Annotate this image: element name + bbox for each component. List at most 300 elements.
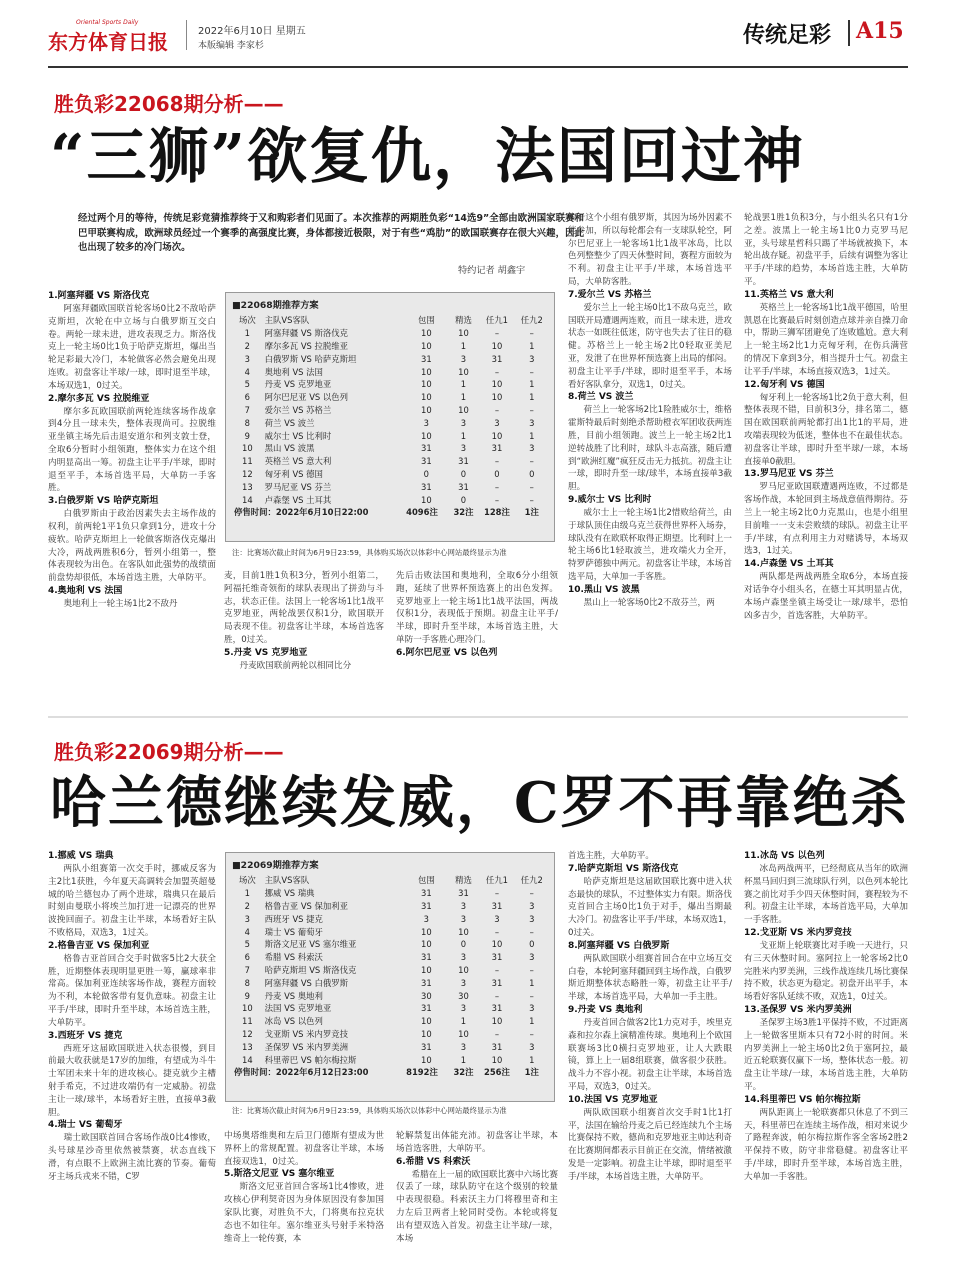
table-cell: 10	[458, 404, 469, 415]
table-cell: 哈萨克斯坦 VS 斯洛伐克	[264, 964, 357, 975]
editor: 本版编辑 李家杉	[198, 41, 264, 51]
table-cell: 3	[460, 952, 467, 963]
table-cell: 希腊 VS 科索沃	[264, 952, 323, 963]
table-cell: 12	[241, 468, 253, 479]
match-analysis: 白俄罗斯由于政治因素失去主场作战的权利，前两轮1平1负只拿到1分，进攻十分疲软。哈萨克斯坦上一轮做客斯洛伐克爆出大冷，两战两胜积6分，暂列小组第一，整体表现较为出色。在客队如此强势的战绩面前盘势却很低，本场首选主胜，大单防平。	[48, 509, 216, 584]
table-cell: 1	[460, 1054, 467, 1065]
article-column-3	[396, 570, 558, 710]
table-cell: 罗马尼亚 VS 芬兰	[264, 481, 332, 492]
table-row	[232, 493, 548, 506]
table-cell: 1	[529, 392, 535, 403]
table-cell: 爱尔兰 VS 苏格兰	[264, 404, 332, 415]
table-cell: –	[494, 404, 500, 415]
table-cell: 10	[421, 1054, 432, 1065]
table-cell: –	[529, 494, 534, 505]
table-cell: 3	[460, 913, 467, 924]
table-cell: 11	[241, 1016, 253, 1027]
table-cell: 阿尔巴尼亚 VS 以色列	[264, 392, 349, 403]
table-cell: 3	[423, 417, 430, 428]
article-column-2	[224, 1130, 384, 1276]
match-analysis: 戈亚斯上轮联赛比对手晚一天进行，只有三天休整时间。塞阿拉上一轮客场2比0完胜米内罗美洲，三线作战连续几场比赛保持不败，状态更为稳定。初盘开出平手，本场看好客队延续不败，双选1，0过关。	[744, 940, 908, 1003]
match-analysis: 格鲁吉亚首回合交手时做客5比2大获全胜，近期整体表现明显更胜一筹，赢球率非常高。保加利亚连续客场作战，赛程方面较为不利，本轮做客带有复仇意味。初盘主让平手/半球，即时升至半球，本场首选主胜，大单防平。	[48, 953, 216, 1028]
table-cell: 3	[460, 1003, 467, 1014]
table-cell: 3	[529, 900, 535, 911]
table-cell: 1	[460, 430, 467, 441]
table-cell: 10	[421, 379, 432, 390]
table-row	[232, 1040, 548, 1053]
match-heading: 10.法国 VS 克罗地亚	[568, 1094, 658, 1105]
table-cell: 10	[421, 404, 432, 415]
table-cell: 科里蒂巴 VS 帕尔梅拉斯	[264, 1054, 357, 1065]
match-heading: 3.西班牙 VS 捷克	[48, 1030, 123, 1041]
match-analysis: 阿塞拜疆欧国联首轮客场0比2不敌哈萨克斯坦，次轮在中立场与白俄罗斯互交白卷。两轮一球未进，进攻表现乏力。斯洛伐克上一轮主场0比1负于哈萨克斯坦，爆出当轮足彩最大冷门，本轮做客必然会避免出现连败。初盘客让半球/一球，即时退至半球，本场双选1，0过关。	[48, 304, 216, 391]
table-cell: 场次	[238, 315, 256, 326]
table-cell: 10	[421, 926, 432, 937]
table-cell: 31	[421, 456, 432, 467]
table-cell: 1	[460, 379, 467, 390]
table-cell: 0	[423, 468, 430, 479]
table-cell: 阿塞拜疆 VS 白俄罗斯	[264, 977, 349, 988]
table-cell: 主队VS客队	[264, 875, 310, 886]
table-cell: 10	[491, 1054, 503, 1065]
table-cell: 1	[460, 1016, 467, 1027]
header-rule	[48, 66, 908, 68]
table-cell: 31	[421, 977, 432, 988]
table-cell: 11	[241, 456, 253, 467]
table-cell: 3	[529, 417, 535, 428]
table-cell: 31	[421, 353, 432, 364]
section-divider	[848, 20, 850, 46]
table-cell: 10	[458, 926, 469, 937]
table-cell: 场次	[238, 875, 256, 886]
match-analysis: 摩尔多瓦欧国联前两轮连续客场作战拿到4分且一球未失，整体表现尚可。拉脱维亚坐镇主场先后击退安道尔和列支敦士登，全取6分暂时小组领跑，整体实力在这个组内明显高出一筹。初盘主让平手/半球，即时退至平手，本场首选平局，大单防一手客胜。	[48, 406, 216, 494]
match-analysis: 两队距离上一轮联赛都只休息了不到三天，科里蒂巴在连续主场作战，相对来说少了路程奔波，帕尔梅拉斯作客全客场2胜2平保持不败，防守非常稳健。初盘客让平手/半球，即时升至半球，本场首选主胜，大单加一手客胜。	[744, 1107, 908, 1182]
section-2-title: 哈兰德继续发威，C罗不再靠绝杀	[50, 770, 909, 836]
table-cell: 10	[421, 366, 432, 377]
scheme-table-grid	[232, 874, 548, 1079]
table-row	[232, 404, 548, 417]
match-analysis: 荷兰上一轮客场2比1险胜威尔士，维格霍斯特最后时刻绝杀帮助橙衣军团收获两连胜，目前小组领跑。波兰上一轮主场2比1逆转战胜了比利时，球队斗志高涨，随后遭到“欧洲红魔”疯狂反击无力抵抗。初盘主让一球，即时升至一球/球半，本场直接单3截胆。	[568, 405, 732, 493]
table-cell: 1	[244, 888, 250, 899]
table-cell: 卢森堡 VS 土耳其	[264, 494, 332, 505]
article-column-5	[744, 850, 908, 1276]
table-cell: 法国 VS 克罗地亚	[264, 1003, 332, 1014]
match-heading: 9.威尔士 VS 比利时	[568, 494, 652, 505]
table-cell: 31	[421, 1003, 432, 1014]
table-cell: 任九2	[520, 875, 543, 886]
section-divider-rule	[48, 716, 908, 718]
table-cell: 斯洛文尼亚 VS 塞尔维亚	[264, 939, 357, 950]
table-cell: 1	[244, 328, 250, 339]
table-cell: –	[494, 888, 500, 899]
table-cell: 10	[421, 494, 432, 505]
table-cell: 31	[458, 456, 469, 467]
table-cell: 10	[421, 939, 432, 950]
match-analysis: 冰岛两战两平，已经彻底从当年的欧洲杯黑马回归到三流球队行列，以色列本轮比赛之前比对手少四天休整时间，赛程较为不利。初盘主让半球，本场首选平局，大单加一手客胜。	[744, 864, 908, 926]
table-cell: 3	[460, 1041, 467, 1052]
scheme-table-22068	[225, 292, 555, 542]
match-heading: 12.戈亚斯 VS 米内罗竞技	[744, 927, 852, 938]
match-heading: 5.丹麦 VS 克罗地亚	[224, 647, 308, 658]
match-analysis: 斯洛文尼亚首回合客场1比4惨败，进攻核心伊利契奇因为身体原因没有参加国家队比赛，对胜负不大，门将奥布拉克状态也不如往年。塞尔维亚头号射手米特洛维奇上一轮传赛，本	[224, 1182, 384, 1244]
table-cell: 任九2	[520, 315, 543, 326]
table-cell: –	[529, 481, 534, 492]
match-analysis: 先后击败法国和奥地利，全取6分小组领跑，延续了世界杯预选赛上的出色发挥。克罗地亚上一轮主场1比1战平法国，两战仅积1分，表现低于预期。初盘主让平手/半球，即时升至半球，本场首选主胜，大单防一手客胜心理冷门。	[396, 571, 558, 645]
table-cell: 10	[421, 1028, 432, 1039]
table-cell: 1	[460, 340, 467, 351]
match-analysis: 由于这个小组有俄罗斯，其因为场外因素不能参加，所以每轮都会有一支球队轮空，阿尔巴尼亚上一轮客场1比1战平冰岛，比以色列整整少了四天休整时间，赛程方面较为不利。初盘主让平手/半球，本场首选平局，大单防客胜。	[568, 213, 732, 287]
table-cell: 3	[529, 353, 535, 364]
match-heading: 2.格鲁吉亚 VS 保加利亚	[48, 940, 150, 951]
issue-date: 2022年6月10日 星期五	[198, 26, 306, 37]
table-cell: 0	[460, 494, 467, 505]
table-cell: 31	[491, 443, 503, 454]
article-column-4	[568, 212, 732, 712]
table-row	[232, 925, 548, 938]
table-cell: 3	[494, 913, 500, 924]
table-cell: 威尔士 VS 比利时	[264, 430, 332, 441]
masthead	[48, 10, 908, 66]
table-cell: 5	[244, 939, 250, 950]
match-heading: 14.科里蒂巴 VS 帕尔梅拉斯	[744, 1094, 861, 1105]
table-cell: 3	[460, 900, 467, 911]
table-cell: 13	[241, 481, 253, 492]
logo-text: 东方体育日报	[48, 30, 168, 54]
match-heading: 6.阿尔巴尼亚 VS 以色列	[396, 647, 498, 658]
match-heading: 7.爱尔兰 VS 苏格兰	[568, 289, 652, 300]
table-cell: 黑山 VS 波黑	[264, 443, 315, 454]
table-cell: 0	[529, 468, 535, 479]
table-cell: 31	[458, 481, 469, 492]
table-cell: 31	[421, 1041, 432, 1052]
table-row	[232, 429, 548, 442]
match-analysis: 麦，目前1胜1负积3分，暂列小组第二，阿福托维奇领衔的球队表现出了拼劲与斗志，状态正佳。法国上一轮客场1比1战平克罗地亚，两轮战罢仅积1分，欧国联开局表现不佳。初盘客让半球，本场首选客胜，0过关。	[224, 571, 384, 645]
match-analysis: 轮解禁复出体能充沛。初盘客让半球，本场首选客胜，大单防平。	[396, 1131, 558, 1154]
table-footer-row	[232, 506, 548, 519]
match-analysis: 英格兰上一轮客场1比1战平德国，哈里凯恩在比赛最后时刻创造点球并亲自操刀命中，帮助三狮军团避免了连败尴尬。意大利上一轮主场2比1力克匈牙利，在伤兵满营的情况下拿到3分，相当提升士气。初盘主让平手/半球，本场直接双选3，1过关。	[744, 302, 908, 377]
table-row	[232, 391, 548, 404]
table-row	[232, 887, 548, 900]
table-cell: 摩尔多瓦 VS 拉脱维亚	[264, 340, 349, 351]
table-cell: –	[529, 888, 534, 899]
match-analysis: 两队欧国联小组赛首次交手时1比1打平，法国在输给丹麦之后已经连续九个主场比赛保持不败，德尚和克罗地亚主帅达利奇在比赛期间都表示目前正在交流，情绪被激发是一定影响。初盘主让半球，即时退至平手/半球，本场首选主胜，大单防平。	[568, 1107, 732, 1182]
match-heading: 2.摩尔多瓦 VS 拉脱维亚	[48, 393, 150, 404]
table-cell: 32注	[453, 1067, 474, 1078]
table-cell: 0	[460, 468, 467, 479]
table-cell: 31	[421, 900, 432, 911]
table-footer-row	[232, 1066, 548, 1079]
table-header-row	[232, 314, 548, 327]
table-row	[232, 327, 548, 340]
table-cell: 10	[458, 1028, 469, 1039]
table-cell: 4	[244, 366, 250, 377]
article-column-4	[568, 850, 732, 1276]
table-cell: 5	[244, 379, 250, 390]
match-analysis: 罗马尼亚欧国联遭遇两连败，不过都是客场作战，本轮回到主场战意值得期待。芬兰上一轮主场2比0力克黑山，也是小组里目前唯一一支未尝败绩的球队。初盘主让平手/半球，有点利用主力对赌诱导，本场双选3，1过关。	[744, 482, 908, 557]
table-cell: 9	[244, 990, 250, 1001]
table-cell: 阿塞拜疆 VS 斯洛伐克	[264, 328, 349, 339]
table-cell: 3	[460, 443, 467, 454]
table-cell: 1	[460, 392, 467, 403]
table-cell: 10	[491, 939, 503, 950]
table-cell: 31	[491, 900, 503, 911]
table-cell: –	[494, 990, 500, 1001]
match-heading: 1.挪威 VS 瑞典	[48, 851, 114, 861]
section-1-kicker: 胜负彩22068期分析——	[54, 92, 284, 116]
table-row	[232, 1028, 548, 1041]
table-cell: 10	[241, 1003, 253, 1014]
table-cell: –	[494, 964, 500, 975]
table-cell: 1注	[524, 1067, 539, 1078]
table-cell: 3	[460, 353, 467, 364]
table-cell: –	[529, 328, 534, 339]
table-cell: –	[529, 1028, 534, 1039]
table-cell: 10	[491, 340, 503, 351]
table-cell: 3	[529, 952, 535, 963]
match-analysis: 黑山上一轮客场0比2不敌芬兰，两	[583, 597, 715, 608]
table-note: 注：比赛场次截止时间为6月9日23:59，具体购买场次以体彩中心网站最终显示为准	[232, 1106, 507, 1115]
table-row	[232, 365, 548, 378]
table-cell: 8192注	[406, 1067, 438, 1078]
table-cell: 任九1	[485, 875, 509, 886]
match-analysis: 首选主胜，大单防平。	[568, 851, 654, 861]
table-cell: 丹麦 VS 克罗地亚	[264, 379, 332, 390]
match-analysis: 威尔士上一轮主场1比2惜败给荷兰，由于球队顶住由级乌克兰获得世界杯入场券，球队没有在欧联杯取得正期望。比利时上一轮主场6比1轻取波兰，进攻端火力全开，特罗萨德独中两元。初盘客让半球，本场首选平局，大单加一手客胜。	[568, 507, 732, 582]
table-cell: –	[494, 926, 500, 937]
match-analysis: 中场奥塔维奥和左后卫门德斯有望成为世界杯上的常规配置。初盘客让半球，本场直接双选1，0过关。	[224, 1131, 384, 1167]
table-cell: 10	[421, 430, 432, 441]
table-cell: 8	[244, 417, 250, 428]
match-analysis: 匈牙利上一轮客场1比2负于意大利，但整体表现不错，目前积3分，排名第二，德国在欧国联前两轮都打出1比1的平局，进攻端表现较为低迷，整体也不在最佳状态。初盘客让半球，即时升至半球/一球，本场直接单0截胆。	[744, 392, 908, 467]
table-cell: 1	[529, 430, 535, 441]
match-analysis: 西班牙这届欧国联进入状态很慢，到目前最大收获就是17岁的加维，有望成为斗牛士军团未来十年的进攻核心。捷克就少主槽射手希克，不过进攻端仍有一定威胁。初盘主让一球/球半，本场看好主胜，直接单3截胆。	[48, 1043, 216, 1118]
table-cell: 3	[244, 353, 250, 364]
table-row	[232, 1053, 548, 1066]
table-cell: 31	[421, 443, 432, 454]
match-heading: 13.罗马尼亚 VS 芬兰	[744, 469, 834, 480]
table-cell: 10	[421, 392, 432, 403]
table-cell: 10	[458, 366, 469, 377]
table-cell: 停售时间：2022年6月10日22:00	[234, 507, 369, 518]
table-cell: 14	[241, 1054, 253, 1065]
match-analysis: 两队都是两战两胜全取6分，本场直接对话争夺小组头名，在德士耳其明显占优，本场卢森堡坐镇主场受让一球/球半，恐怕凶多吉少，首选客胜，大单防平。	[744, 572, 908, 621]
table-cell: 256注	[484, 1067, 510, 1078]
table-cell: 31	[421, 481, 432, 492]
table-header-row	[232, 874, 548, 887]
match-analysis: 瑞士欧国联首回合客场作战0比4惨败，头号球星沙奇里依然被禁赛，状态直线下滑，有点眼不上欧洲主流比赛的节奏。葡萄牙主场兵戎来不错，C罗	[48, 1133, 216, 1182]
match-analysis: 轮战罢1胜1负积3分，与小组头名只有1分之差。波黑上一轮主场1比0力克罗马尼亚，头号球星哲科只踢了半场就被换下，本轮出战存疑。初盘平手，后续有调整为客让平手/半球的趋势，本场首选主胜，大单防平。	[744, 213, 908, 287]
table-cell: 3	[423, 913, 430, 924]
match-analysis: 奥地利上一轮主场1比2不敌丹	[63, 598, 178, 609]
table-cell: 14	[241, 494, 253, 505]
table-cell: 2	[244, 900, 250, 911]
match-heading: 10.黑山 VS 波黑	[568, 584, 640, 595]
table-cell: 丹麦 VS 奥地利	[264, 990, 323, 1001]
match-heading: 12.匈牙利 VS 德国	[744, 379, 825, 390]
table-cell: 1	[529, 340, 535, 351]
table-cell: 停售时间：2022年6月12日23:00	[234, 1067, 369, 1078]
scheme-table-22069	[225, 852, 555, 1102]
table-cell: 6	[244, 952, 250, 963]
table-cell: 10	[241, 443, 253, 454]
table-cell: 31	[421, 888, 432, 899]
table-cell: 任九1	[485, 315, 509, 326]
table-cell: 31	[491, 1041, 503, 1052]
page-number: A15	[856, 18, 904, 44]
table-cell: 0	[529, 939, 535, 950]
table-cell: 128注	[484, 507, 510, 518]
table-cell: –	[494, 456, 500, 467]
match-heading: 13.圣保罗 VS 米内罗美洲	[744, 1004, 852, 1015]
article-column-1	[48, 850, 216, 1276]
section-name: 传统足彩	[743, 22, 832, 48]
table-cell: –	[494, 328, 500, 339]
table-cell: –	[494, 1028, 500, 1039]
table-row	[232, 352, 548, 365]
table-cell: 7	[244, 964, 250, 975]
match-heading: 4.瑞士 VS 葡萄牙	[48, 1120, 123, 1131]
table-cell: 31	[491, 353, 503, 364]
table-cell: 0	[460, 939, 467, 950]
table-row	[232, 468, 548, 481]
table-cell: 主队VS客队	[264, 315, 310, 326]
table-row	[232, 976, 548, 989]
table-cell: 圣保罗 VS 米内罗美洲	[264, 1041, 349, 1052]
table-row	[232, 900, 548, 913]
table-cell: 包围	[417, 315, 435, 326]
table-cell: 0	[494, 468, 500, 479]
table-cell: 3	[244, 913, 250, 924]
match-analysis: 丹麦首回合做客2比1力克对手，埃里克森和拉尔森上演精准传球。奥地利上个欧国联赛场3比0横扫克罗地亚，让人大跌眼镜，算上上一届8组联赛，做客很少获胜。战斗力不容小视。初盘主让半球，本场首选平局，双选3，0过关。	[568, 1017, 732, 1092]
table-row	[232, 951, 548, 964]
match-analysis: 爱尔兰上一轮主场0比1不敌乌克兰，欧国联开局遭遇两连败，而且一球未进，进攻状态一如既往低迷，防守也失去了往日的稳健。苏格兰上一轮主场2比0轻取亚美尼亚，发泄了在世界杯预选赛上出局的郁闷。初盘主让平手/半球，即时退至平手，本场看好客队拿分，双选1，0过关。	[568, 302, 732, 390]
table-cell: –	[494, 366, 500, 377]
match-analysis: 圣保罗主场3胜1平保持不败，不过距离上一轮做客里斯本只有72小时的时间。米内罗美洲上一轮主场0比2负于塞阿拉，最近五轮联赛仅赢下一场，整体状态一般。初盘主让半球/一球，本场首选主胜，大单防平。	[744, 1017, 908, 1092]
match-heading: 7.哈萨克斯坦 VS 斯洛伐克	[568, 863, 679, 874]
table-cell: 10	[421, 340, 432, 351]
table-cell: 10	[421, 964, 432, 975]
table-cell: 10	[491, 379, 503, 390]
table-cell: 13	[241, 1041, 253, 1052]
match-heading: 8.阿塞拜疆 VS 白俄罗斯	[568, 940, 670, 951]
match-heading: 11.英格兰 VS 意大利	[744, 289, 834, 300]
logo-en: Oriental Sports Daily	[76, 19, 139, 26]
table-cell: 3	[460, 977, 467, 988]
table-cell: 3	[460, 417, 467, 428]
table-row	[232, 455, 548, 468]
section-1-title: “三狮”欲复仇，法国回过神	[50, 122, 806, 192]
match-heading: 6.希腊 VS 科索沃	[396, 1156, 471, 1167]
table-cell: 10	[458, 328, 469, 339]
scheme-table-grid	[232, 314, 548, 519]
byline: 特约记者 胡鑫宇	[458, 265, 526, 276]
table-cell: –	[494, 494, 500, 505]
match-heading: 4.奥地利 VS 法国	[48, 585, 123, 596]
table-cell: 31	[421, 952, 432, 963]
table-cell: 10	[491, 430, 503, 441]
table-cell: 3	[529, 443, 535, 454]
table-cell: 冰岛 VS 以色列	[264, 1016, 323, 1027]
table-row	[232, 480, 548, 493]
table-cell: 8	[244, 977, 250, 988]
match-heading: 5.斯洛文尼亚 VS 塞尔维亚	[224, 1169, 335, 1180]
match-analysis: 希腊在上一届的欧国联比赛中六场比赛仅丢了一球，球队防守在这个级别的较量中表现很稳。科索沃主力门将穆里奇和主力左后卫两者上轮同时受伤。本轮或将复出有望双选入首发。初盘主让半球/一球，本场	[396, 1169, 558, 1244]
table-row	[232, 964, 548, 977]
table-cell: 10	[491, 392, 503, 403]
scheme-table-title: ■22069期推荐方案	[232, 860, 319, 871]
table-cell: 3	[494, 417, 500, 428]
match-analysis: 丹麦欧国联前两轮以相同比分	[239, 660, 352, 671]
article-column-3	[396, 1130, 558, 1276]
table-row	[232, 378, 548, 391]
table-cell: 9	[244, 430, 250, 441]
section-2-kicker: 胜负彩22069期分析——	[54, 740, 284, 764]
match-heading: 8.荷兰 VS 波兰	[568, 392, 634, 403]
table-cell: 10	[421, 1016, 432, 1027]
table-cell: –	[529, 456, 534, 467]
table-cell: 10	[421, 328, 432, 339]
table-cell: –	[529, 366, 534, 377]
table-row	[232, 912, 548, 925]
table-row	[232, 1002, 548, 1015]
match-heading: 14.卢森堡 VS 土耳其	[744, 559, 834, 570]
match-heading: 1.阿塞拜疆 VS 斯洛伐克	[48, 291, 150, 301]
table-cell: 31	[491, 952, 503, 963]
table-cell: 30	[421, 990, 432, 1001]
match-heading: 3.白俄罗斯 VS 哈萨克斯坦	[48, 496, 159, 507]
table-cell: 6	[244, 392, 250, 403]
table-cell: 精选	[455, 875, 472, 886]
table-cell: 包围	[417, 875, 435, 886]
table-cell: 白俄罗斯 VS 哈萨克斯坦	[264, 353, 357, 364]
match-heading: 9.丹麦 VS 奥地利	[568, 1004, 643, 1015]
table-cell: 31	[491, 1003, 503, 1014]
table-cell: 瑞士 VS 葡萄牙	[264, 926, 323, 937]
lead-paragraph: 经过两个月的等待，传统足彩竞猜推荐终于又和购彩者们见面了。本次推荐的两期胜负彩“14选9”全部由欧洲国家联赛和巴甲联赛构成，欧洲球员经过一个赛季的高强度比赛，身体都接近极限，对于有些“鸡肋”的欧国联赛存在很大兴趣，因此也出现了较多的冷门场次。	[78, 213, 584, 253]
table-cell: 英格兰 VS 意大利	[264, 456, 332, 467]
table-cell: 10	[458, 964, 469, 975]
table-row	[232, 938, 548, 951]
table-cell: –	[529, 926, 534, 937]
table-cell: 30	[458, 990, 469, 1001]
table-cell: –	[529, 404, 534, 415]
article-column-5	[744, 212, 908, 712]
table-cell: 31	[491, 977, 503, 988]
header-divider	[186, 20, 187, 50]
table-cell: 12	[241, 1028, 253, 1039]
match-analysis: 两队欧国联小组赛首回合在中立场互交白卷，本轮阿塞拜疆回到主场作战，白俄罗斯近期整体状态略胜一筹，初盘主让平手/半球，本场首选平局，大单加一手主胜。	[568, 953, 732, 1003]
table-row	[232, 442, 548, 455]
table-cell: 西班牙 VS 捷克	[264, 913, 323, 924]
article-column-1	[48, 290, 216, 710]
table-cell: –	[529, 990, 534, 1001]
table-row	[232, 989, 548, 1002]
table-cell: 3	[529, 1003, 535, 1014]
table-row	[232, 1015, 548, 1028]
table-cell: 4096注	[406, 507, 438, 518]
table-cell: 3	[529, 913, 535, 924]
table-cell: 3	[529, 1041, 535, 1052]
table-cell: 1	[529, 1054, 535, 1065]
table-note: 注：比赛场次截止时间为6月9日23:59，具体购买场次以体彩中心网站最终显示为准	[232, 548, 507, 557]
match-analysis: 两队小组赛第一次交手时，挪威反客为主2比1获胜，今年夏天高调转会加盟英超曼城的哈兰德包办了两个进球，瑞典只在最后时刻由曼联小将埃兰加打进一记漂亮的世界波挽回面子。初盘主让半球，本场看好主队不败格局，双选3，1过关。	[48, 864, 216, 938]
scheme-table-title: ■22068期推荐方案	[232, 300, 319, 311]
table-row	[232, 416, 548, 429]
table-cell: 荷兰 VS 波兰	[264, 417, 315, 428]
table-cell: 1	[529, 977, 535, 988]
table-cell: 挪威 VS 瑞典	[264, 888, 315, 899]
table-cell: 32注	[453, 507, 474, 518]
